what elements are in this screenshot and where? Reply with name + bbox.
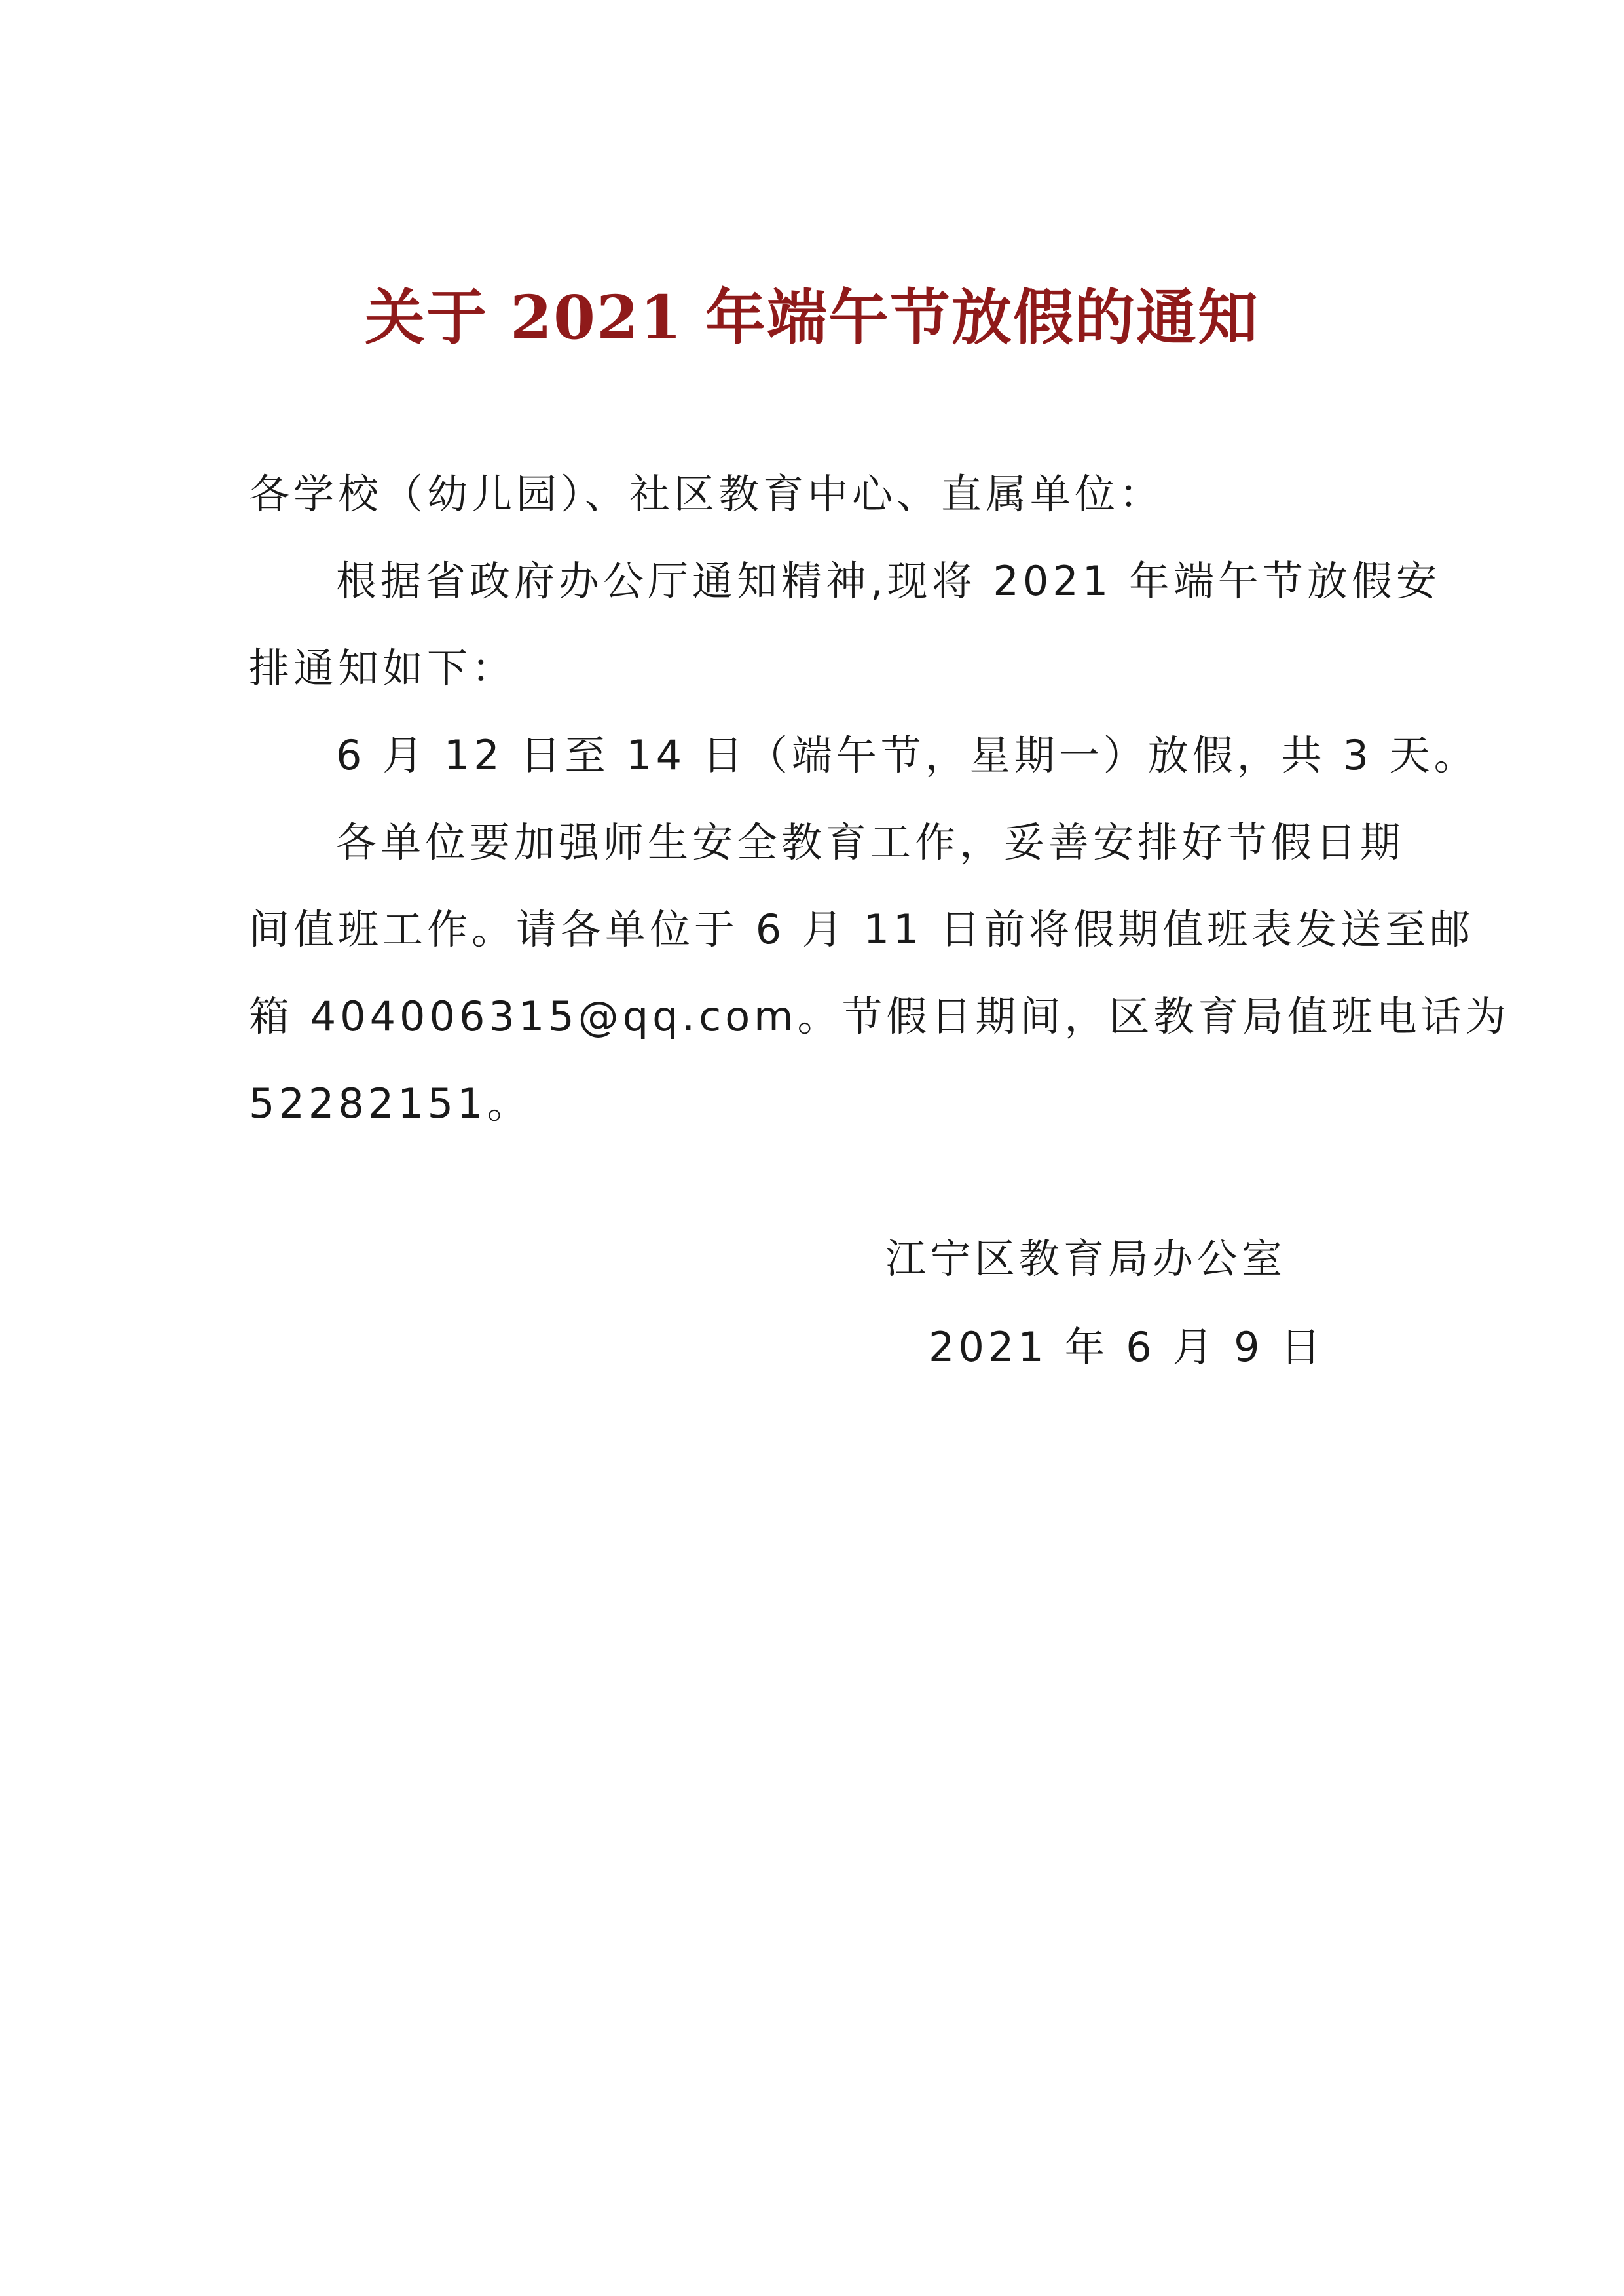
- salutation: 各学校（幼儿园）、社区教育中心、直属单位：: [249, 470, 1164, 518]
- paragraph-2-line-1: 6 月 12 日至 14 日（端午节，星期一）放假，共 3 天。: [336, 731, 1479, 779]
- paragraph-3-line-1: 各单位要加强师生安全教育工作，妥善安排好节假日期: [336, 818, 1405, 866]
- paragraph-1-line-2: 排通知如下：: [249, 644, 517, 692]
- issue-date: 2021 年 6 月 9 日: [929, 1323, 1325, 1371]
- notice-title: 关于 2021 年端午节放假的通知: [364, 282, 1260, 353]
- paragraph-3-line-2: 间值班工作。请各单位于 6 月 11 日前将假期值班表发送至邮: [249, 905, 1475, 953]
- issuer-signature: 江宁区教育局办公室: [885, 1235, 1287, 1283]
- paragraph-3-line-4: 52282151。: [249, 1080, 532, 1127]
- paragraph-1-line-1: 根据省政府办公厅通知精神,现将 2021 年端午节放假安: [336, 557, 1441, 605]
- paragraph-3-line-3: 箱 404006315@qq.com。节假日期间，区教育局值班电话为: [249, 993, 1510, 1040]
